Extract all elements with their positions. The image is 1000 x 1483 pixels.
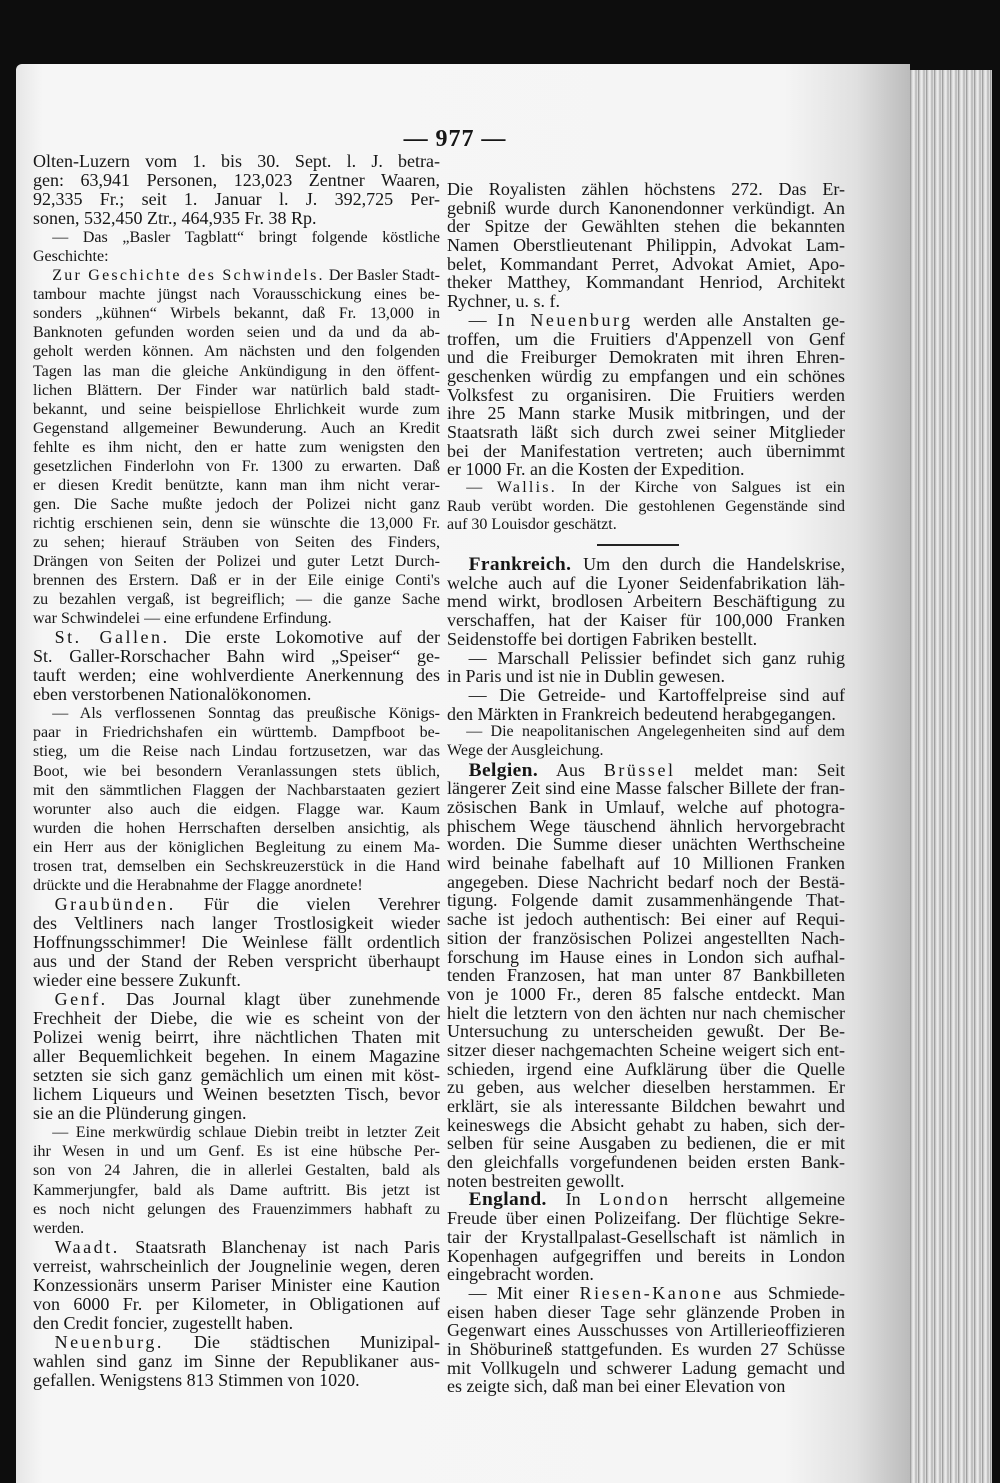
text-line: Banknoten gefunden worden seien und da und da ab- (33, 324, 440, 342)
spaced-dateline: Genf. (54, 989, 108, 1010)
text-line: worunter also auch die eidgen. Flagge war. Kaum (33, 800, 440, 818)
text-line: geholt werden können. Am nächsten und den folgenden (33, 343, 440, 361)
text-line: Wege der Ausgleichung. (447, 741, 604, 759)
text-line: tair der Krystallpalast-Gesellschaft ist nämlich in (447, 1226, 845, 1247)
spaced-dateline: Neuenburg. (54, 1331, 164, 1352)
text-line: stieg, um die Reise nach Lindau fortzusetzen, war das (33, 743, 440, 761)
text-segment: Der Basler Stadt- (324, 267, 441, 285)
spaced-dateline: In Neuenburg (497, 309, 633, 330)
text-line: auf 30 Louisdor geschätzt. (447, 516, 617, 534)
article-paragraph (33, 704, 440, 894)
text-line: Volksfest zu organisiren. Die Fruitiers werden (447, 384, 845, 405)
text-line: Konzessionärs unserm Pariser Minister eine Kaution (33, 1274, 440, 1295)
section-heading: Belgien. (468, 759, 539, 781)
article-paragraph (447, 311, 845, 479)
text-line: 92,335 Fr.; seit 1. Januar l. J. 392,725 Per- (33, 189, 440, 210)
text-line: und die Freiburger Demokraten mit ihren Ehren- (447, 347, 845, 368)
text-line (447, 761, 845, 780)
text-line: erklärt, sie als interessante Bildchen bewahrt und (447, 1096, 845, 1116)
text-line (447, 1190, 845, 1209)
spaced-dateline: Waadt. (54, 1236, 120, 1257)
article-paragraph (447, 555, 845, 648)
text-line: St. Galler-Rorschacher Bahn wird „Speiser“ ge- (33, 646, 440, 667)
text-segment: werden alle Anstalten ge- (632, 309, 846, 330)
text-line: schieden, irgend eine Aufklärung über die Quelle (447, 1058, 845, 1079)
text-line: Untersuchung zu unterscheiden gewußt. Der Be- (447, 1021, 845, 1042)
text-segment: — (468, 309, 498, 330)
text-line: drückte und die Herabnahme der Flagge anordnete! (33, 876, 363, 894)
text-line (447, 479, 845, 498)
text-line: wurden die hohen Herrschaften derselben ansichtig, als (33, 819, 440, 837)
text-line: richtig erschienen sein, denn sie wünschte die 13,000 Fr. (33, 514, 440, 532)
text-line: aller Bequemlichkeit begehen. In einem Magazine (33, 1046, 440, 1067)
text-line: Die Royalisten zählen höchstens 272. Das Er- (447, 179, 845, 199)
article-paragraph (33, 990, 440, 1123)
text-line: fehlte es ihm nicht, den er hatte zum wenigsten den (33, 438, 440, 456)
text-line: Hoffnungsschimmer! Die Weinlese fällt ordentlich (33, 931, 440, 952)
text-line: Gegenstand allgemeiner Bewunderung. Auch an Kredit (33, 419, 440, 437)
text-line: selben für seine Ausgaben zu bedienen, die er mit (447, 1133, 845, 1154)
text-line: den Credit foncier, zugestellt haben. (33, 1312, 294, 1333)
article-paragraph (33, 628, 440, 704)
divider-rule (597, 544, 679, 546)
text-line: mit den sämmtlichen Flaggen der Nachbarstaaten geziert (33, 781, 440, 799)
text-segment: herrscht allgemeine (670, 1189, 846, 1210)
text-line: bekannt, und seine beispiellose Ehrlichkeit wurde zum (33, 400, 440, 418)
text-line: gebniß wurde durch Kanonendonner verkündigt. An (447, 197, 845, 218)
spaced-dateline: Brüssel (603, 759, 676, 780)
text-line: Polizei wenig beirrt, ihre nächtlichen Thaten mit (33, 1027, 440, 1048)
article-paragraph (447, 1284, 845, 1396)
text-line (447, 555, 845, 574)
text-segment: meldet man: Seit (675, 759, 845, 780)
text-line: sache ist jedoch authentisch: Bei einer auf Requi- (447, 909, 845, 930)
text-line: verschaffen, hat der Kaiser für 100,000 Franken (447, 610, 845, 631)
text-line: von je 1000 Fr., deren 85 falsche entdeckt. Man (447, 983, 845, 1004)
text-line: gen: 63,941 Personen, 123,023 Zentner Waaren, (33, 170, 440, 191)
article-paragraph (33, 228, 440, 266)
text-line: den gleichfalls vorgefundenen beiden ersten Bank- (447, 1152, 845, 1173)
text-segment: Aus (538, 759, 604, 780)
text-line: eisen haben dieser Tage sehr glänzende Proben in (447, 1301, 845, 1322)
text-line: — Die neapolitanischen Angelegenheiten sind auf dem (466, 723, 845, 741)
text-line: ihr Wesen in und um Genf. Es ist eine hübsche Per- (33, 1143, 440, 1161)
page-number: — 977 — (403, 126, 507, 152)
text-line: zu geben, aus welcher dieselben herstammen. Er (447, 1077, 845, 1098)
article-paragraph (33, 895, 440, 990)
text-line: Drängen von Seiten der Polizei und guter Letzt Durch- (33, 552, 440, 570)
text-line: eben verstorbenen Nationalökonomen. (33, 684, 312, 705)
text-line: mend wirkt, brodlosen Arbeitern Beschäftigung zu (447, 591, 845, 612)
text-line: — Die Getreide- und Kartoffelpreise sind auf (468, 684, 845, 705)
text-line: troffen, um die Fruitiers d'Appenzell von Genf (447, 328, 845, 349)
text-line: werden. (33, 1219, 85, 1237)
article-paragraph (447, 180, 845, 311)
text-segment: aus Schmiede- (723, 1282, 845, 1303)
text-line: zösischen Bank in Umlauf, welche auf photogra- (447, 797, 845, 817)
text-line: — Eine merkwürdig schlaue Diebin treibt in letzter Zeit (52, 1124, 440, 1142)
text-line (33, 266, 440, 285)
article-paragraph (447, 761, 845, 1191)
text-line: worden. Die Summe dieser unächten Werthscheine (447, 834, 845, 855)
text-line: Gegenwart eines Ausschusses von Artillerieoffizieren (447, 1320, 845, 1341)
text-line: keineswegs die Absicht gehabt zu haben, sich der- (447, 1114, 845, 1135)
text-line: aus und der Stand der Reben verspricht überhaupt (33, 950, 440, 971)
text-line: sitzer dieser nachgemachten Scheine weigert sich ent- (447, 1039, 845, 1060)
text-line: sonen, 532,450 Ztr., 464,935 Fr. 38 Rp. (33, 208, 317, 229)
text-line: Rychner, u. s. f. (447, 291, 561, 312)
text-line: gen. Die Sache mußte jedoch der Polizei nicht ganz (33, 495, 440, 513)
text-segment: Staatsrath Blanchenay ist nach Paris (119, 1236, 440, 1257)
text-line: belet, Kommandant Perret, Advokat Amiet, Apo- (447, 253, 845, 274)
text-line (33, 628, 440, 647)
text-line (447, 311, 845, 330)
text-segment: In der Kirche von Salgues ist ein (556, 479, 846, 496)
article-paragraph (33, 1333, 440, 1390)
text-line: brennen des Erstern. Daß er in der Eile einige Conti's (33, 572, 440, 590)
text-line: Raub verübt worden. Die gestohlenen Gegenstände sind (447, 497, 845, 515)
text-line: sition der französischen Polizei angestellten Nach- (447, 927, 845, 948)
text-line: Kammerjungfer, bald als Dame auftritt. Bis jetzt ist (33, 1181, 440, 1199)
text-line: tenden Franzosen, hat man unter 87 Bankbilleten (447, 965, 845, 986)
text-line: sie an die Plünderung gingen. (33, 1103, 247, 1124)
spaced-dateline: St. Gallen. (54, 627, 170, 648)
spaced-dateline: Zur Geschichte des Schwindels. (52, 267, 325, 285)
text-line: gefallen. Wenigstens 813 Stimmen von 1020. (33, 1370, 360, 1390)
article-paragraph (33, 266, 440, 628)
spaced-dateline: Graubünden. (54, 893, 176, 914)
text-line: er 1000 Fr. an die Kosten der Expedition. (447, 459, 745, 480)
text-line: Frechheit der Diebe, die wie es scheint von der (33, 1008, 440, 1029)
text-line: setzten sie sich ganz gemächlich um einen mit köst- (33, 1065, 440, 1086)
section-heading: Frankreich. (468, 554, 572, 576)
text-line (447, 1284, 845, 1303)
text-line: zu bezahlen vergaß, ist begreiflich; — die ganze Sache (33, 591, 440, 609)
text-line: in Shöburineß stattgefunden. Es wurden 27 Schüsse (447, 1338, 845, 1359)
text-line: son von 24 Jahren, die in allerlei Gestalten, bald als (33, 1162, 440, 1180)
text-line: wahlen sind ganz im Sinne der Republikaner aus- (33, 1350, 440, 1371)
text-line: mit Vollkugeln und schwerer Ladung gemacht und (447, 1357, 845, 1378)
article-paragraph (33, 1123, 440, 1237)
text-line: es noch nicht gelungen des Frauenzimmers habhaft zu (33, 1200, 440, 1218)
text-line: war Schwindelei — eine erfundene Erfindung. (33, 610, 332, 628)
text-line: tambour machte jüngst nach Vorausschickung eines be- (33, 286, 440, 304)
text-line: noten bestreiten gewollt. (447, 1170, 625, 1191)
text-line: Olten-Luzern vom 1. bis 30. Sept. l. J. betra- (33, 151, 440, 171)
text-line: tigung. Folgende damit zusammenhängende That- (447, 890, 845, 911)
text-line: in Paris und ist nie in Dublin gewesen. (447, 666, 725, 687)
text-line (33, 1238, 440, 1257)
text-line: er diesen Kredit benützte, kann man ihm nicht verar- (33, 476, 440, 494)
text-line: zu sehen; hierauf Sträuben von Seiten des Finders, (33, 533, 440, 551)
article-paragraph (447, 723, 845, 760)
text-line: bei der Manifestation vertreten; auch übernimmt (447, 440, 845, 461)
text-line: wird beinahe fabelhaft auf 10 Millionen Franken (447, 853, 845, 874)
article-paragraph (447, 686, 845, 723)
spaced-dateline: Wallis. (496, 479, 557, 496)
text-line: Kopenhagen aufgegriffen und bereits in London (447, 1245, 845, 1266)
article-paragraph (447, 649, 845, 686)
text-line: lichem Liqueurs und Weinen besetzten Tisch, bevor (33, 1084, 440, 1105)
text-line: trosen trat, demselben ein Sechskreuzerstück in die Hand (33, 857, 440, 875)
spaced-dateline: Riesen-Kanone (579, 1282, 724, 1303)
text-segment: — (466, 479, 497, 496)
text-line: geschenken würdig zu empfangen und ein schönes (447, 365, 845, 386)
text-line: — Als verflossenen Sonntag das preußische Königs- (52, 705, 440, 723)
text-line: angegeben. Diese Nachricht bedarf noch der Bestä- (447, 871, 845, 892)
text-segment: — Mit einer (468, 1282, 580, 1303)
text-line: Freude über einen Polizeifang. Der flüchtige Sekre- (447, 1208, 845, 1229)
text-line: — Das „Basler Tagblatt“ bringt folgende köstliche (52, 229, 440, 247)
text-line: Geschichte: (33, 248, 109, 266)
text-line (33, 895, 440, 914)
spaced-dateline: London (599, 1189, 671, 1210)
text-line: verreist, wahrscheinlich der Jougnelinie wegen, deren (33, 1255, 440, 1276)
text-line: theker Matthey, Kommandant Henriod, Architekt (447, 272, 845, 293)
article-paragraph (447, 1190, 845, 1283)
article-paragraph (33, 1238, 440, 1333)
book-page-edges (910, 70, 992, 1483)
text-line: längerer Zeit sind eine Masse falscher Billete der fran- (447, 778, 845, 799)
text-segment: Das Journal klagt über zunehmende (107, 989, 440, 1010)
text-segment: Um den durch die Handelskrise, (571, 554, 845, 575)
text-line: Namen Oberstlieutenant Philippin, Advokat Lam- (447, 235, 845, 256)
section-heading: England. (468, 1189, 547, 1211)
text-line: des Veltliners nach langer Trostlosigkeit wieder (33, 912, 440, 933)
right-column (447, 180, 845, 1396)
text-line: Tagen las man die gleiche Ankündigung in den öffent- (33, 362, 440, 380)
text-line: wieder eine bessere Zukunft. (33, 970, 241, 991)
left-column (33, 152, 440, 1390)
text-line: hielt die letztern von den ächten nur nach chemischer (447, 1002, 845, 1023)
text-line: ihre 25 Mann starke Musik mitbringen, und der (447, 403, 845, 424)
text-line: von 6000 Fr. per Kilometer, in Obligationen auf (33, 1293, 440, 1314)
text-line: es zeigte sich, daß man bei einer Elevation von (447, 1376, 786, 1397)
text-segment: Die erste Lokomotive auf der (169, 627, 441, 648)
text-line: Staatsrath läßt sich durch zwei seiner Mitglieder (447, 421, 845, 442)
article-paragraph (33, 152, 440, 228)
text-line (33, 990, 440, 1009)
text-line: Boot, wie bei besondern Veranlassungen stets üblich, (33, 762, 440, 780)
text-line: gesetzlichen Finderlohn von Fr. 1300 zu erwarten. Daß (33, 457, 440, 475)
text-line: paar in Friedrichshafen ein württemb. Dampfboot be- (33, 724, 440, 742)
text-line: ein Herr aus der königlichen Begleitung zu einem Ma- (33, 838, 440, 856)
text-segment: Für die vielen Verehrer (175, 893, 440, 914)
article-paragraph (447, 479, 845, 535)
text-line: der Spitze der Gewählten stehen die bekannten (447, 216, 845, 237)
text-line: den Märkten in Frankreich bedeutend herabgegangen. (447, 703, 836, 724)
text-line: sonders „kühnen“ Wirbels bekannt, daß Fr. 13,000 in (33, 305, 440, 323)
text-line: lichen Blättern. Der Finder war natürlich bald stadt- (33, 381, 440, 399)
text-line: Seidenstoffe bei dortigen Fabriken bestellt. (447, 628, 758, 649)
text-line: tauft werden; eine wohlverdiente Anerkennung des (33, 665, 440, 686)
text-line: — Marschall Pelissier befindet sich ganz ruhig (468, 647, 845, 668)
text-line: phischem Wege täuschend ähnlich hervorgebracht (447, 815, 845, 836)
text-line: eingebracht worden. (447, 1264, 594, 1285)
section-divider (447, 535, 845, 555)
text-segment: In (546, 1189, 600, 1210)
text-segment: Die städtischen Munizipal- (163, 1331, 440, 1352)
text-line (33, 1333, 440, 1352)
text-line: forschung im Hause eines in London sich aufhal- (447, 946, 845, 967)
text-line: welche auch auf die Lyoner Seidenfabrikation läh- (447, 572, 845, 593)
